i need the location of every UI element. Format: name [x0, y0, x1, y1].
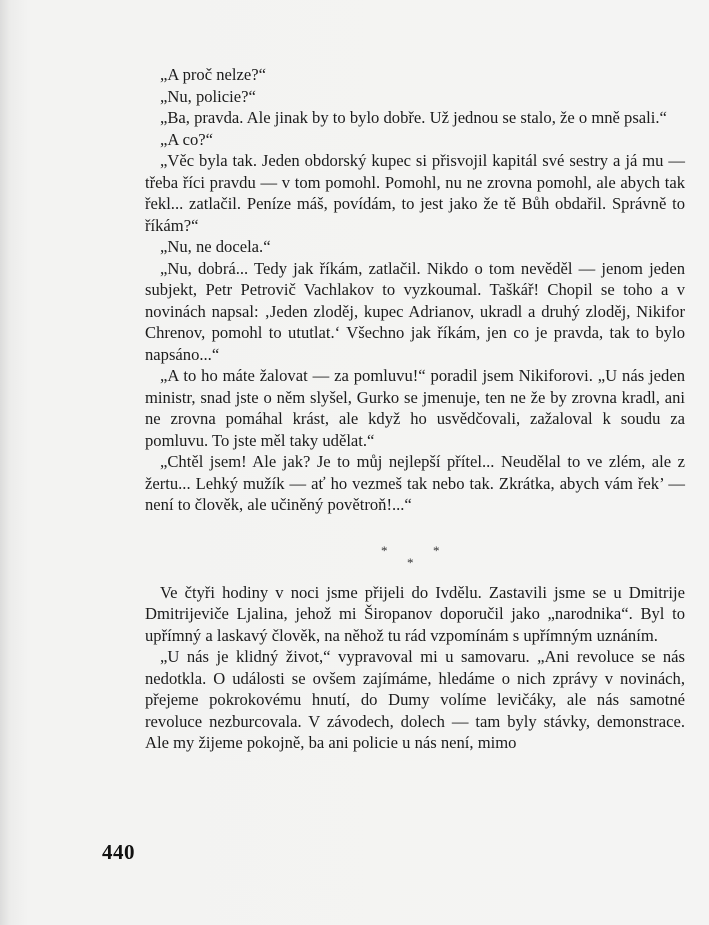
paragraph: „Nu, policie?“	[160, 86, 256, 106]
paragraph: „Nu, ne docela.“	[160, 237, 271, 256]
paragraph: „Ba, pravda. Ale jinak by to bylo dobře. Už jednou se stalo, že o mně psali.“	[160, 108, 667, 127]
asterisk: *	[433, 542, 440, 558]
paragraph: „U nás je klidný život,“ vypravoval mi u samovaru. „Ani revoluce se nás nedotkla. O události se ovšem zajímáme, hledáme o nich zprávy v novinách, přejeme pokrokovému hnutí, do Dumy volíme levičáky, ale nás samotné revoluce nezburcovala. V závodech, dolech — tam byly stávky, demonstrace. Ale my žijeme pokojně, ba ani policie u nás není, mimo	[145, 647, 685, 752]
paragraph: „Nu, dobrá... Tedy jak říkám, zatlačil. Nikdo o tom nevěděl — jenom jeden subjekt, Petr Petrovič Vachlakov to vyzkoumal. Taškář! Chopil se toho a v novinách napsal: ‚Jeden zloděj, kupec Adrianov, ukradl a druhý zloděj, Nikifor Chrenov, pomohl to ututlat.‘ Všechno jak říkám, jen co je pravda, tak to bylo napsáno...“	[145, 258, 685, 364]
body-text	[145, 64, 685, 754]
asterisk: *	[407, 554, 414, 570]
paragraph: „A co?“	[160, 129, 213, 149]
asterisk: *	[381, 542, 388, 558]
paragraph: „Věc byla tak. Jeden obdorský kupec si přisvojil kapitál své sestry a já mu — třeba říci pravdu — v tom pomohl. Pomohl, nu ne zrovna pomohl, ale abych tak řekl... zatlačil. Peníze máš, povídám, to jest jako že tě Bůh obdařil. Správně to říkám?“	[145, 151, 685, 235]
paragraph: „Chtěl jsem! Ale jak? Je to můj nejlepší přítel... Neudělal to ve zlém, ale z žertu... Lehký mužík — ať ho vezmeš tak nebo tak. Zkrátka, abych vám řek’ — není to člověk, ale učiněný povětroň!...“	[145, 452, 685, 514]
section-separator	[145, 516, 685, 582]
page-number: 440	[102, 840, 135, 864]
paragraph: „A to ho máte žalovat — za pomluvu!“ poradil jsem Nikiforovi. „U nás jeden ministr, snad jste o něm slyšel, Gurko se jmenuje, ten ne že by zrovna kradl, ani ne zrovna pomáhal krást, ale když ho usvědčovali, zažaloval k soudu za pomluvu. To jste měl taky udělat.“	[145, 366, 685, 450]
paragraph: Ve čtyři hodiny v noci jsme přijeli do Ivdělu. Zastavili jsme se u Dmitrije Dmitrijeviče Ljalina, jehož mi Širopanov doporučil jako „narodnika“. Byl to upřímný a laskavý člověk, na něhož tu rád vzpomínám s upřímným uznáním.	[145, 582, 685, 645]
paragraph: „A proč nelze?“	[160, 65, 266, 84]
